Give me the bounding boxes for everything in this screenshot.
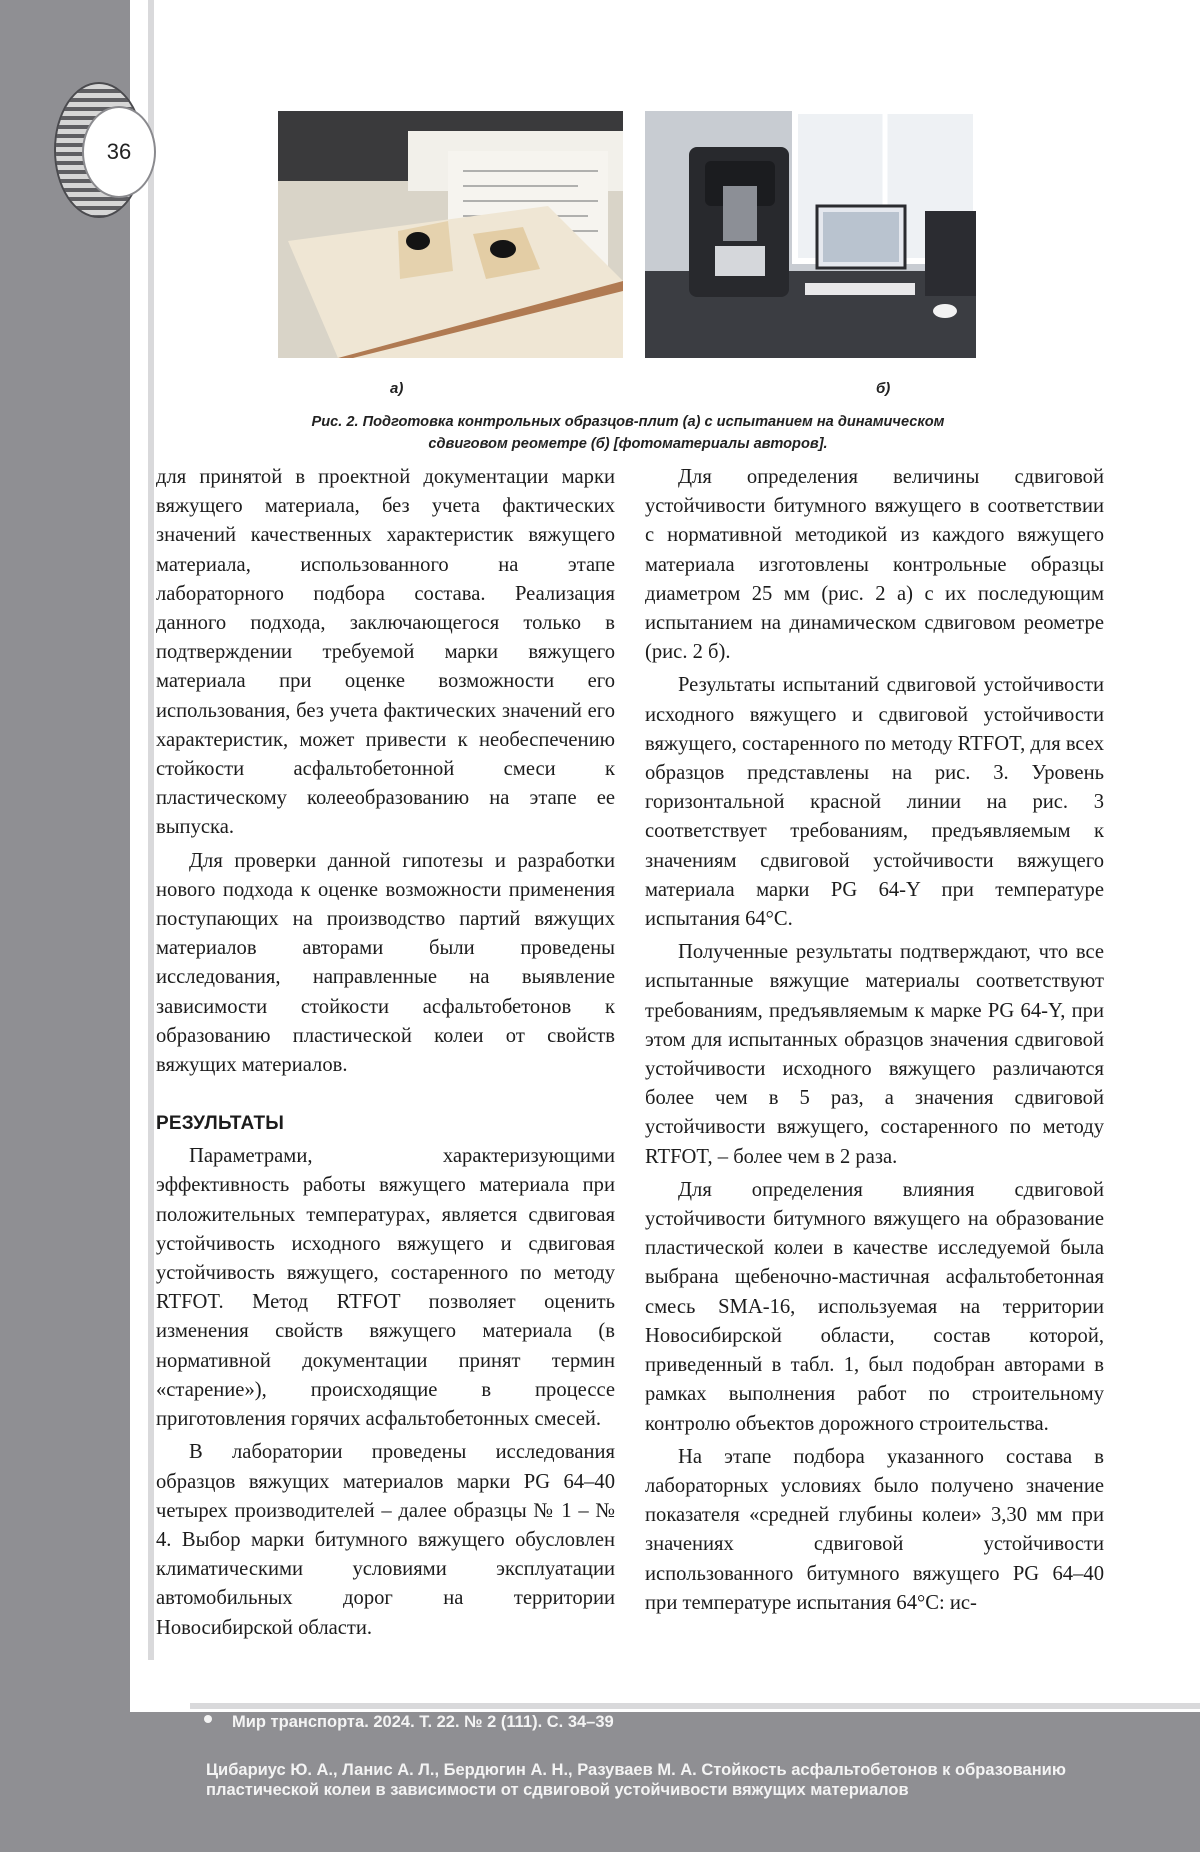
left-column bbox=[156, 463, 615, 1647]
right-column bbox=[645, 463, 1104, 1622]
paragraph: Для определения величины сдвиговой устойчивости битумного вяжущего в соответствии с нормативной методикой из каждого вяжущего материала изготовлены контрольные образцы диаметром 25 мм (рис. 2 а) с их последующим испытанием на динамическом сдвиговом реометре (рис. 2 б). bbox=[645, 466, 1104, 664]
paragraph: Параметрами, характеризующими эффективность работы вяжущего материала при положительных температурах, является сдвиговая устойчивость исходного вяжущего и сдвиговая устойчивость вяжущего, состаренного по методу RTFOT. Метод RTFOT позволяет оценить изменения свойств вяжущего материала (в нормативной документации принят термин «старение»), происходящие в процессе приготовления горячих асфальтобетонных смесей. bbox=[156, 1145, 615, 1431]
photo-sample-plates bbox=[278, 111, 623, 358]
bullet-icon bbox=[204, 1715, 212, 1723]
figure-label-a: а) bbox=[390, 380, 404, 397]
page-number: 36 bbox=[82, 106, 156, 198]
photo-shear-rheometer bbox=[645, 111, 976, 358]
paragraph: В лаборатории проведены исследования образцов вяжущих материалов марки PG 64–40 четырех производителей – далее образцы № 1 – № 4. Выбор марки битумного вяжущего обусловлен климатическими условиями эксплуатации автомобильных дорог на территории Новосибирской области. bbox=[156, 1441, 615, 1639]
section-heading: РЕЗУЛЬТАТЫ bbox=[156, 1113, 285, 1135]
page-edge-left bbox=[148, 0, 154, 1660]
paragraph: Для определения влияния сдвиговой устойчивости битумного вяжущего на образование пластической колеи в качестве исследуемой была выбрана щебеночно-мастичная асфальтобетонная смесь SMA-16, используемая на территории Новосибирской области, состав которой, приведенный в табл. 1, был подобран авторами в рамках выполнения работ по строительному контролю объектов дорожного строительства. bbox=[645, 1178, 1104, 1435]
paragraph: Результаты испытаний сдвиговой устойчивости исходного вяжущего и сдвиговой устойчивости вяжущего, состаренного по методу RTFOT, для всех образцов представлены на рис. 3. Уровень горизонтальной красной линии на рис. 3 соответствует требованиям, предъявляемым к значениям сдвиговой устойчивости вяжущего материала марки PG 64-Y при температуре испытания 64°С. bbox=[645, 674, 1104, 931]
paragraph: Полученные результаты подтверждают, что все испытанные вяжущие материалы соответствуют требованиям, предъявляемым к марке PG 64-Y, при этом для испытанных образцов значения сдвиговой устойчивости исходного вяжущего различаются более чем в 5 раз, а значения сдвиговой устойчивости вяжущего, состаренного по методу RTFOT, – более чем в 2 раза. bbox=[645, 941, 1104, 1168]
photo-sample-plates-image bbox=[278, 111, 623, 358]
page-edge-bottom bbox=[190, 1703, 1200, 1709]
article-reference: Цибариус Ю. А., Ланис А. Л., Бердюгин А. Н., Разуваев М. А. Стойкость асфальтобетонов к образованию пластической колеи в зависимости от сдвиговой устойчивости вяжущих материалов bbox=[206, 1761, 1066, 1799]
figure-caption bbox=[300, 411, 956, 455]
photo-shear-rheometer-image bbox=[645, 111, 976, 358]
figure-caption-line1: Рис. 2. Подготовка контрольных образцов-плит (а) с испытанием на динамическом bbox=[311, 414, 945, 430]
left-frame-band bbox=[0, 0, 130, 1852]
paragraph: Для проверки данной гипотезы и разработки нового подхода к оценке возможности применения поступающих на производство партий вяжущих материалов авторами были проведены исследования, направленные на выявление зависимости стойкости асфальтобетонов к образованию пластической колеи от свойств вяжущих материалов. bbox=[156, 849, 615, 1077]
paragraph: для принятой в проектной документации марки вяжущего материала, без учета фактических значений качественных характеристик вяжущего материала, использованного на этапе лабораторного подбора состава. Реализация данного подхода, заключающегося только в подтверждении требуемой марки вяжущего материала при оценке возможности его использования, без учета фактических значений его характеристик, может привести к необеспечению стойкости асфальтобетонной смеси к пластическому колееобразованию на этапе ее выпуска. bbox=[156, 466, 615, 839]
paragraph: На этапе подбора указанного состава в лабораторных условиях было получено значение показателя «средней глубины колеи» 3,30 мм при значениях сдвиговой устойчивости использованного битумного вяжущего PG 64–40 при температуре испытания 64°С: ис- bbox=[645, 1445, 1104, 1614]
figure-caption-line2: сдвиговом реометре (б) [фотоматериалы авторов]. bbox=[428, 436, 828, 452]
journal-citation: Мир транспорта. 2024. Т. 22. № 2 (111). С. 34–39 bbox=[232, 1713, 614, 1731]
figure-label-b: б) bbox=[876, 380, 891, 397]
